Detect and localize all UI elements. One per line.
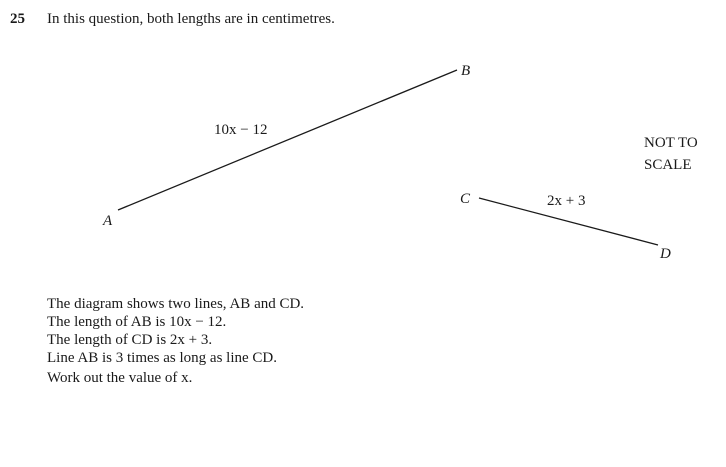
statement-2: The length of AB is 10x − 12. — [47, 314, 227, 330]
ab-length-label: 10x − 12 — [214, 122, 268, 138]
statement-1: The diagram shows two lines, AB and CD. — [47, 296, 305, 312]
line-ab — [118, 70, 457, 210]
question-statements — [47, 295, 304, 367]
not-to-scale-line-1: NOT TO — [644, 135, 698, 151]
point-a-label: A — [103, 213, 113, 229]
question-intro: In this question, both lengths are in centimetres. — [47, 11, 335, 27]
statement-3: The length of CD is 2x + 3. — [47, 332, 213, 348]
statement-4: Line AB is 3 times as long as line CD. — [47, 350, 277, 366]
point-d-label: D — [660, 246, 671, 262]
point-c-label: C — [460, 191, 471, 207]
cd-length-label: 2x + 3 — [547, 193, 586, 209]
not-to-scale-note — [644, 132, 698, 176]
not-to-scale-line-2: SCALE — [644, 157, 692, 173]
question-number: 25 — [10, 11, 25, 27]
point-b-label: B — [461, 63, 471, 79]
task-instruction: Work out the value of x. — [47, 370, 193, 386]
